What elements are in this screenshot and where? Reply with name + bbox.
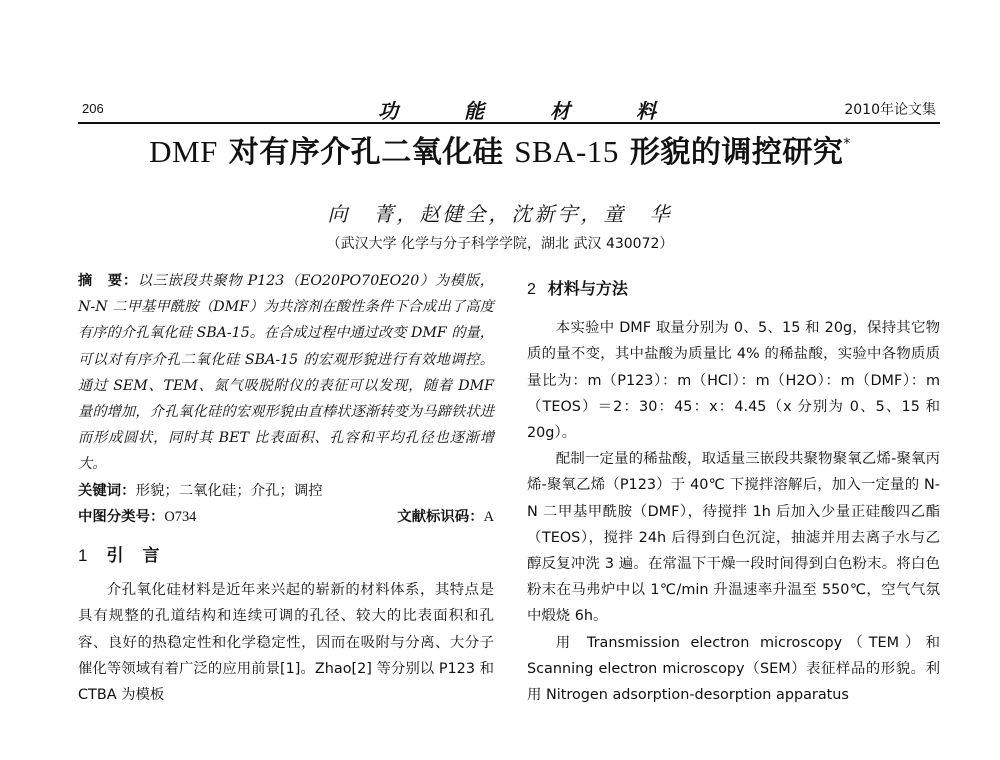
header-rule [78, 122, 940, 124]
title-footnote-mark: * [843, 136, 851, 152]
keywords-text: 形貌；二氧化硅；介孔；调控 [135, 482, 323, 499]
journal-char: 材 [550, 99, 572, 123]
abstract-label: 摘 要： [78, 273, 138, 289]
methods-paragraph-3: 用 Transmission electron microscopy（TEM）和 Scanning electron microscopy（SEM）表征样品的形貌。利用 Nitrogen adsorption-desorption apparatus [527, 634, 940, 704]
title-code: SBA-15 [514, 134, 619, 169]
journal-name [378, 95, 658, 124]
right-column [527, 268, 940, 708]
methods-paragraph-2: 配制一定量的稀盐酸，取适量三嵌段共聚物聚氧乙烯-聚氧丙烯-聚氧乙烯（P123）于 40℃ 下搅拌溶解后，加入一定量的 N-N 二甲基甲酰胺（DMF），待搅拌 1h 后加入少量正硅酸四乙酯（TEOS），搅拌 24h 后得到白色沉淀，抽滤并用去离子水与乙醇反复冲洗 3 遍。在常温下干燥一段时间得到白色粉末。将白色粉末在马弗炉中以 1℃/min 升温速率升温至 550℃，空气气氛中煅烧 6h。 [527, 451, 940, 625]
journal-char: 能 [464, 99, 486, 123]
journal-char: 料 [636, 99, 658, 123]
title-suffix: 形貌的调控研究 [629, 135, 844, 170]
section-2-number: 2 [527, 281, 536, 298]
doc-code-label: 文献标识码： [397, 508, 484, 525]
journal-char: 功 [378, 99, 400, 123]
title-middle: 对有序介孔二氧化硅 [228, 135, 504, 170]
section-1-number: 1 [78, 546, 89, 566]
issue-label: 2010年论文集 [844, 102, 936, 118]
section-1-title: 引 言 [106, 546, 161, 567]
title-prefix: DMF [149, 134, 218, 169]
section-2-heading [527, 276, 940, 303]
authors: 向 菁，赵健全，沈新宇，童 华 [327, 202, 673, 226]
introduction-paragraph: 介孔氧化硅材料是近年来兴起的崭新的材料体系，其特点是具有规整的孔道结构和连续可调的孔径、较大的比表面积和孔容、良好的热稳定性和化学稳定性，因而在吸附与分离、大分子催化等领域有着广泛的应用前景[1]。Zhao[2] 等分别以 P123 和 CTBA 为模板 [78, 582, 494, 704]
section-2-title: 材料与方法 [547, 279, 628, 298]
methods-paragraph-1: 本实验中 DMF 取量分别为 0、5、15 和 20g，保持其它物质的量不变，其中盐酸为质量比 4% 的稀盐酸，实验中各物质质量比为：m（P123）：m（HCl）：m（H2O）：m（DMF）：m（TEOS）＝2：30：45：x：4.45（x 分别为 0、5、15 和 20g）。 [527, 320, 940, 442]
affiliation: （武汉大学 化学与分子科学学院，湖北 武汉 430072） [326, 236, 674, 252]
abstract-text: 以三嵌段共聚物 P123（EO20PO70EO20）为模版，N-N 二甲基甲酰胺（DMF）为共溶剂在酸性条件下合成出了高度有序的介孔氧化硅 SBA-15。在合成过程中通过改变 DMF 的量，可以对有序介孔二氧化硅 SBA-15 的宏观形貌进行有效地调控。通过 SEM、TEM、氮气吸脱附仪的表征可以发现，随着 DMF 量的增加，介孔氧化硅的宏观形貌由直棒状逐渐转变为马蹄铁状进而形成圆状，同时其 BET 比表面积、孔容和平均孔径也逐渐增大。 [78, 273, 494, 473]
page-number: 206 [82, 101, 104, 116]
keywords-label: 关键词： [78, 482, 136, 499]
keywords-line [78, 478, 494, 504]
abstract [78, 268, 494, 478]
classification-line [78, 504, 494, 530]
clc-label: 中图分类号： [78, 508, 165, 525]
running-head [78, 95, 938, 121]
paper-title [0, 127, 1000, 171]
left-column [78, 268, 494, 708]
clc-value: O734 [164, 508, 197, 525]
doc-code-value: A [483, 508, 494, 525]
section-1-heading [78, 543, 494, 569]
